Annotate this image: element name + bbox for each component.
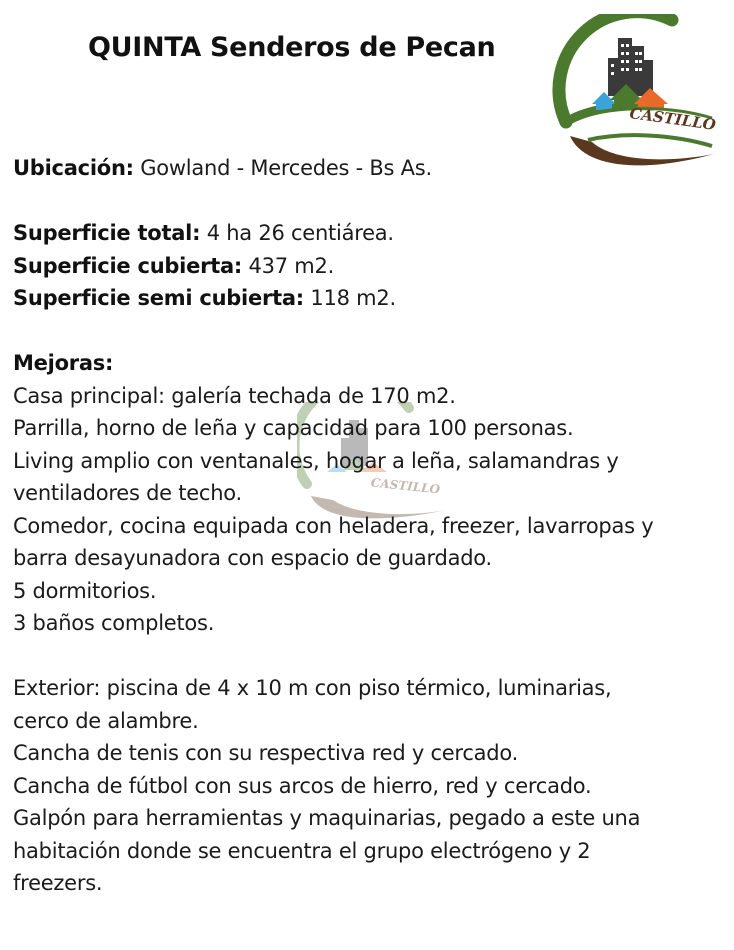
logo-text: CASTILLO xyxy=(628,104,717,134)
location-label: Ubicación: xyxy=(13,156,134,180)
exterior-line: Cancha de tenis con su respectiva red y cercado. xyxy=(13,741,518,765)
exterior-line: habitación donde se encuentra el grupo electrógeno y 2 xyxy=(13,838,591,863)
watermark-text: CASTILLO xyxy=(370,475,441,497)
covered-surface-label: Superficie cubierta: xyxy=(13,253,243,278)
page-title: QUINTA Senderos de Pecan xyxy=(88,32,496,63)
improvement-line: Parrilla, horno de leña y capacidad para 100 personas. xyxy=(13,416,574,440)
semi-covered-surface-value: 118 m2. xyxy=(303,286,396,310)
improvement-line: Casa principal: galería techada de 170 m2. xyxy=(13,383,456,408)
covered-surface-value: 437 m2. xyxy=(242,253,335,278)
improvement-line: Comedor, cocina equipada con heladera, freezer, lavarropas y xyxy=(13,513,654,538)
improvement-line: Living amplio con ventanales, hogar a leña, salamandras y xyxy=(13,448,619,473)
improvement-line: ventiladores de techo. xyxy=(13,481,242,505)
exterior-line: cerco de alambre. xyxy=(13,708,199,733)
exterior-line: Cancha de fútbol con sus arcos de hierro, red y cercado. xyxy=(13,773,592,798)
improvements-heading: Mejoras: xyxy=(13,351,114,375)
covered-surface-line xyxy=(13,250,723,283)
semi-covered-surface-line xyxy=(13,282,723,315)
improvement-line: 5 dormitorios. xyxy=(13,578,157,603)
exterior-line: Galpón para herramientas y maquinarias, pegado a este una xyxy=(13,806,641,830)
property-description xyxy=(13,152,723,900)
improvement-line: 3 baños completos. xyxy=(13,611,215,635)
improvement-line: barra desayunadora con espacio de guardado. xyxy=(13,546,492,570)
exterior-line: Exterior: piscina de 4 x 10 m con piso térmico, luminarias, xyxy=(13,676,612,700)
location-value: Gowland - Mercedes - Bs As. xyxy=(133,156,432,180)
total-surface-value: 4 ha 26 centiárea. xyxy=(200,221,394,245)
semi-covered-surface-label: Superficie semi cubierta: xyxy=(13,286,304,310)
exterior-line: freezers. xyxy=(13,871,103,895)
total-surface-line xyxy=(13,217,723,250)
total-surface-label: Superficie total: xyxy=(13,221,201,245)
location-line xyxy=(13,152,723,185)
